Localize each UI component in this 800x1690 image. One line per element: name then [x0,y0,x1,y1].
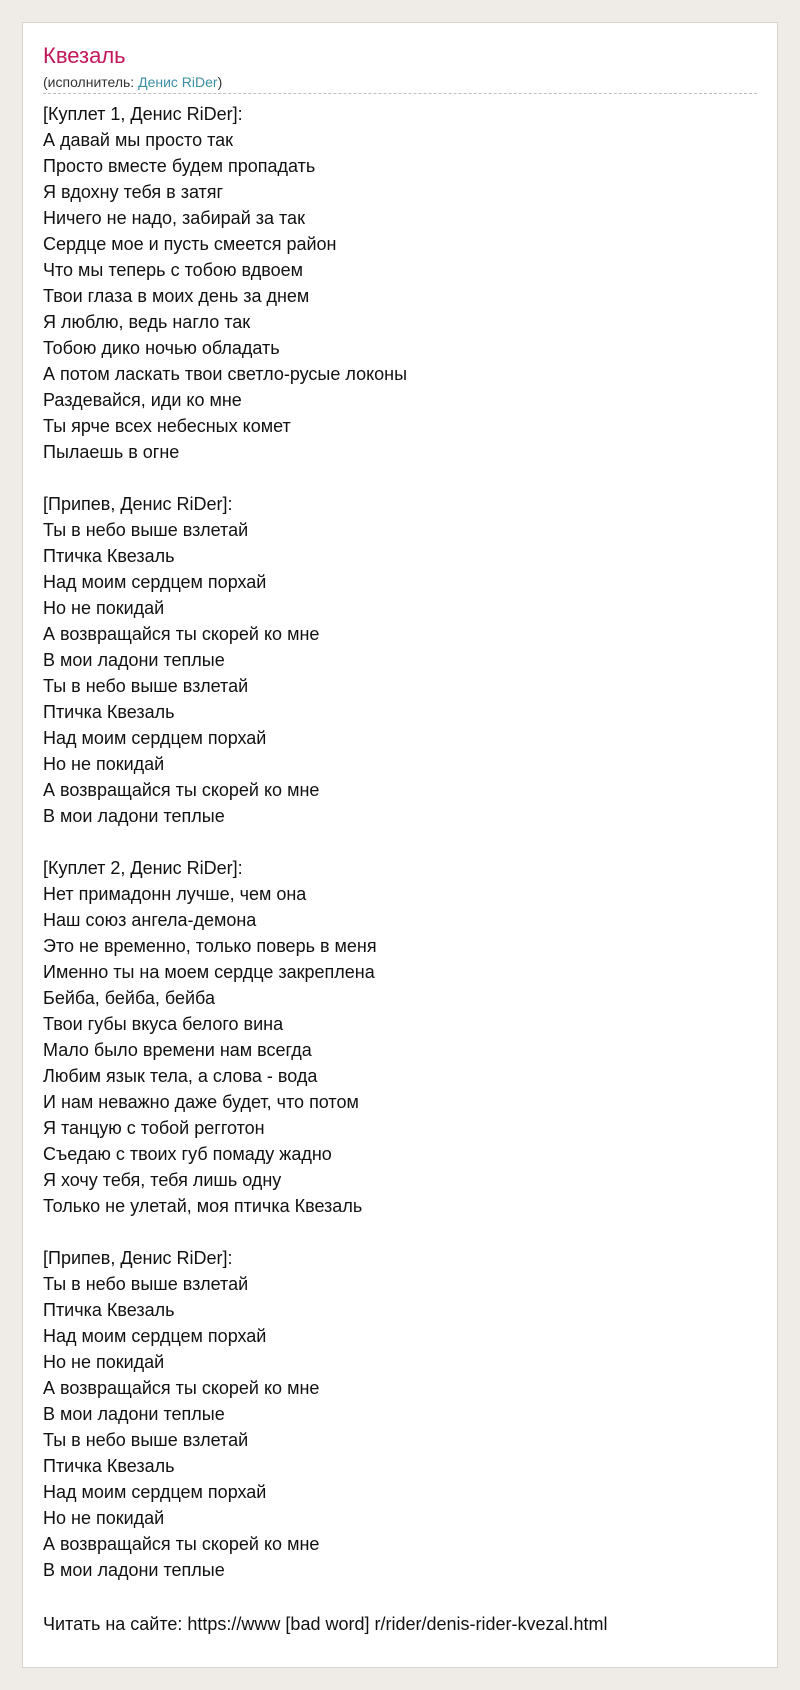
lyric-line: Над моим сердцем порхай [43,1482,267,1502]
lyric-line: Что мы теперь с тобою вдвоем [43,260,304,280]
lyric-line: Только не улетай, моя птичка Квезаль [43,1196,363,1216]
lyric-line: И нам неважно даже будет, что потом [43,1092,359,1112]
lyric-line: Пылаешь в огне [43,442,180,462]
lyric-line: А возвращайся ты скорей ко мне [43,780,320,800]
lyric-line: Любим язык тела, а слова - вода [43,1066,318,1086]
lyric-line: Над моим сердцем порхай [43,728,267,748]
lyric-line: Наш союз ангела-демона [43,910,257,930]
lyric-line: Тобою дико ночью обладать [43,338,280,358]
lyric-line: Именно ты на моем сердце закреплена [43,962,375,982]
lyric-line: А давай мы просто так [43,130,234,150]
lyric-line: Я люблю, ведь нагло так [43,312,251,332]
lyrics-card [22,22,778,1668]
lyric-line: Птичка Квезаль [43,1456,175,1476]
lyric-line: Я танцую с тобой регготон [43,1118,265,1138]
lyric-line: Но не покидай [43,754,165,774]
lyric-line: Птичка Квезаль [43,1300,175,1320]
source-footer: Читать на сайте: https://www [bad word] r/rider/denis-rider-kvezal.html [43,1614,608,1634]
song-title: Квезаль [43,43,126,68]
lyric-line: Нет примадонн лучше, чем она [43,884,307,904]
performer-suffix: ) [217,74,223,90]
stanza-gap [43,829,757,855]
lyric-line: В мои ладони теплые [43,1560,225,1580]
lyric-line: Над моим сердцем порхай [43,572,267,592]
lyric-line: Но не покидай [43,598,165,618]
lyric-line: Сердце мое и пусть смеется район [43,234,337,254]
lyric-line: Но не покидай [43,1352,165,1372]
lyric-line: Твои глаза в моих день за днем [43,286,310,306]
lyric-line: Просто вместе будем пропадать [43,156,316,176]
lyric-line: Над моим сердцем порхай [43,1326,267,1346]
stanza-gap [43,465,757,491]
performer-prefix: (исполнитель: [43,74,139,90]
lyric-line: [Куплет 2, Денис RiDer]: [43,858,243,878]
lyric-line: Съедаю с твоих губ помаду жадно [43,1144,332,1164]
song-header [43,43,757,91]
lyric-line: Бейба, бейба, бейба [43,988,215,1008]
lyric-line: Ничего не надо, забирай за так [43,208,305,228]
lyric-line: В мои ладони теплые [43,806,225,826]
lyrics-body [43,101,757,1583]
lyric-line: [Припев, Денис RiDer]: [43,1248,233,1268]
performer-link[interactable]: Денис RiDer [138,74,218,90]
header-divider [43,93,757,94]
verse-1 [43,101,757,465]
lyric-line: Я вдохну тебя в затяг [43,182,224,202]
lyric-line: Птичка Квезаль [43,546,175,566]
lyric-line: А возвращайся ты скорей ко мне [43,1534,320,1554]
lyric-line: Это не временно, только поверь в меня [43,936,377,956]
lyric-line: В мои ладони теплые [43,650,225,670]
lyric-line: Я хочу тебя, тебя лишь одну [43,1170,282,1190]
lyric-line: Раздевайся, иди ко мне [43,390,242,410]
lyric-line: Птичка Квезаль [43,702,175,722]
chorus-1 [43,491,757,829]
lyric-line: Но не покидай [43,1508,165,1528]
verse-2 [43,855,757,1219]
lyric-line: [Припев, Денис RiDer]: [43,494,233,514]
lyric-line: Ты в небо выше взлетай [43,676,249,696]
lyric-line: Твои губы вкуса белого вина [43,1014,284,1034]
stanza-gap [43,1219,757,1245]
lyric-line: А возвращайся ты скорей ко мне [43,1378,320,1398]
performer-line [43,73,757,91]
lyric-line: В мои ладони теплые [43,1404,225,1424]
lyric-line: Ты в небо выше взлетай [43,1274,249,1294]
lyric-line: Мало было времени нам всегда [43,1040,312,1060]
lyric-line: [Куплет 1, Денис RiDer]: [43,104,243,124]
lyric-line: А потом ласкать твои светло-русые локоны [43,364,408,384]
lyric-line: Ты в небо выше взлетай [43,1430,249,1450]
lyric-line: Ты в небо выше взлетай [43,520,249,540]
lyric-line: А возвращайся ты скорей ко мне [43,624,320,644]
lyric-line: Ты ярче всех небесных комет [43,416,291,436]
chorus-2 [43,1245,757,1583]
